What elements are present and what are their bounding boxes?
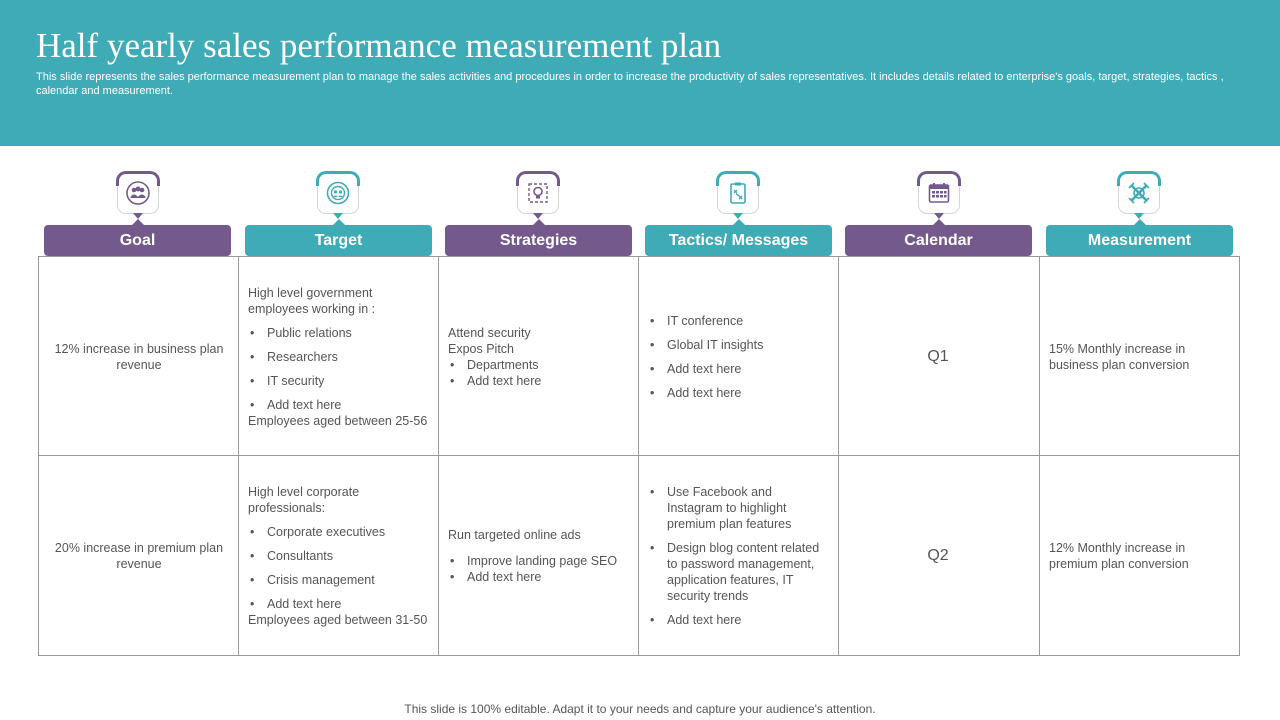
page-subtitle: This slide represents the sales performance measurement plan to manage the sales activities and procedures in order to increase the productivity of sales representatives. It includes details related to enterprise's goals, target, strategies, tactics , calendar and measurement. bbox=[36, 71, 1224, 97]
calendar-icon-box bbox=[918, 172, 960, 214]
table-cell-strategies-row1 bbox=[438, 257, 638, 456]
crossed-tools-icon bbox=[1126, 180, 1152, 206]
strategies-intro: Run targeted online ads bbox=[448, 527, 581, 542]
tactics-list bbox=[648, 313, 763, 401]
table-cell-measurement-row1 bbox=[1039, 257, 1239, 456]
list-item: • Add text here bbox=[648, 385, 763, 401]
table-cell-calendar-row1 bbox=[838, 257, 1038, 456]
list-item: • IT security bbox=[248, 373, 352, 389]
quarter-label: Q2 bbox=[927, 546, 949, 564]
table-cell-calendar-row2 bbox=[838, 456, 1038, 655]
strategies-list bbox=[448, 553, 617, 585]
target-list bbox=[248, 317, 352, 413]
strategies-list bbox=[448, 357, 541, 389]
list-item: • Add text here bbox=[248, 596, 385, 612]
page-title: Half yearly sales performance measurement plan bbox=[36, 26, 722, 65]
goal-text: 20% increase in premium plan revenue bbox=[54, 540, 224, 571]
people-group-icon bbox=[125, 180, 151, 206]
target-icon-box bbox=[317, 172, 359, 214]
table-cell-tactics-row2 bbox=[638, 456, 838, 655]
lightbulb-icon bbox=[525, 180, 551, 206]
list-item: • Add text here bbox=[448, 569, 617, 585]
goal-text: 12% increase in business plan revenue bbox=[54, 341, 224, 372]
column-header-target: Target bbox=[245, 225, 432, 256]
target-outro: Employees aged between 25-56 bbox=[248, 413, 428, 428]
table-cell-strategies-row2 bbox=[438, 456, 638, 655]
list-item: • Add text here bbox=[648, 361, 763, 377]
table-cell-target-row2 bbox=[238, 456, 438, 655]
list-item: • Researchers bbox=[248, 349, 352, 365]
list-item: • Add text here bbox=[448, 373, 541, 389]
target-list bbox=[248, 516, 385, 612]
header-banner bbox=[0, 0, 1280, 146]
tactics-list bbox=[648, 484, 828, 628]
table-cell-goal-row1 bbox=[39, 257, 239, 456]
list-item: • Use Facebook and Instagram to highlight premium plan features bbox=[648, 484, 828, 532]
list-item: • Public relations bbox=[248, 325, 352, 341]
list-item: • Global IT insights bbox=[648, 337, 763, 353]
tactics-icon-box bbox=[717, 172, 759, 214]
target-intro: High level corporate professionals: bbox=[248, 484, 360, 515]
clipboard-icon bbox=[725, 180, 751, 206]
target-intro: High level government employees working in : bbox=[248, 285, 376, 316]
list-item: • Improve landing page SEO bbox=[448, 553, 617, 569]
list-item: • Corporate executives bbox=[248, 524, 385, 540]
measurement-text: 12% Monthly increase in premium plan conversion bbox=[1049, 540, 1189, 571]
table-cell-measurement-row2 bbox=[1039, 456, 1239, 655]
target-people-icon bbox=[325, 180, 351, 206]
calendar-icon bbox=[926, 180, 952, 206]
measurement-icon-box bbox=[1118, 172, 1160, 214]
goal-icon-box bbox=[117, 172, 159, 214]
table-cell-goal-row2 bbox=[39, 456, 239, 655]
quarter-label: Q1 bbox=[927, 347, 949, 365]
column-header-measurement: Measurement bbox=[1046, 225, 1233, 256]
strategies-intro: Attend security Expos Pitch bbox=[448, 325, 531, 356]
table-cell-tactics-row1 bbox=[638, 257, 838, 456]
list-item: • Crisis management bbox=[248, 572, 385, 588]
column-header-strategies: Strategies bbox=[445, 225, 632, 256]
list-item: • Add text here bbox=[648, 612, 828, 628]
column-header-goal: Goal bbox=[44, 225, 231, 256]
list-item: • IT conference bbox=[648, 313, 763, 329]
footer-note: This slide is 100% editable. Adapt it to your needs and capture your audience's attention. bbox=[404, 702, 876, 716]
measurement-text: 15% Monthly increase in business plan conversion bbox=[1049, 341, 1190, 372]
table-cell-target-row1 bbox=[238, 257, 438, 456]
list-item: • Add text here bbox=[248, 397, 352, 413]
target-outro: Employees aged between 31-50 bbox=[248, 612, 428, 627]
strategies-icon-box bbox=[517, 172, 559, 214]
list-item: • Design blog content related to password management, application features, IT security trends bbox=[648, 540, 828, 604]
list-item: • Consultants bbox=[248, 548, 385, 564]
column-header-tactics: Tactics/ Messages bbox=[645, 225, 832, 256]
list-item: • Departments bbox=[448, 357, 541, 373]
column-header-calendar: Calendar bbox=[845, 225, 1032, 256]
